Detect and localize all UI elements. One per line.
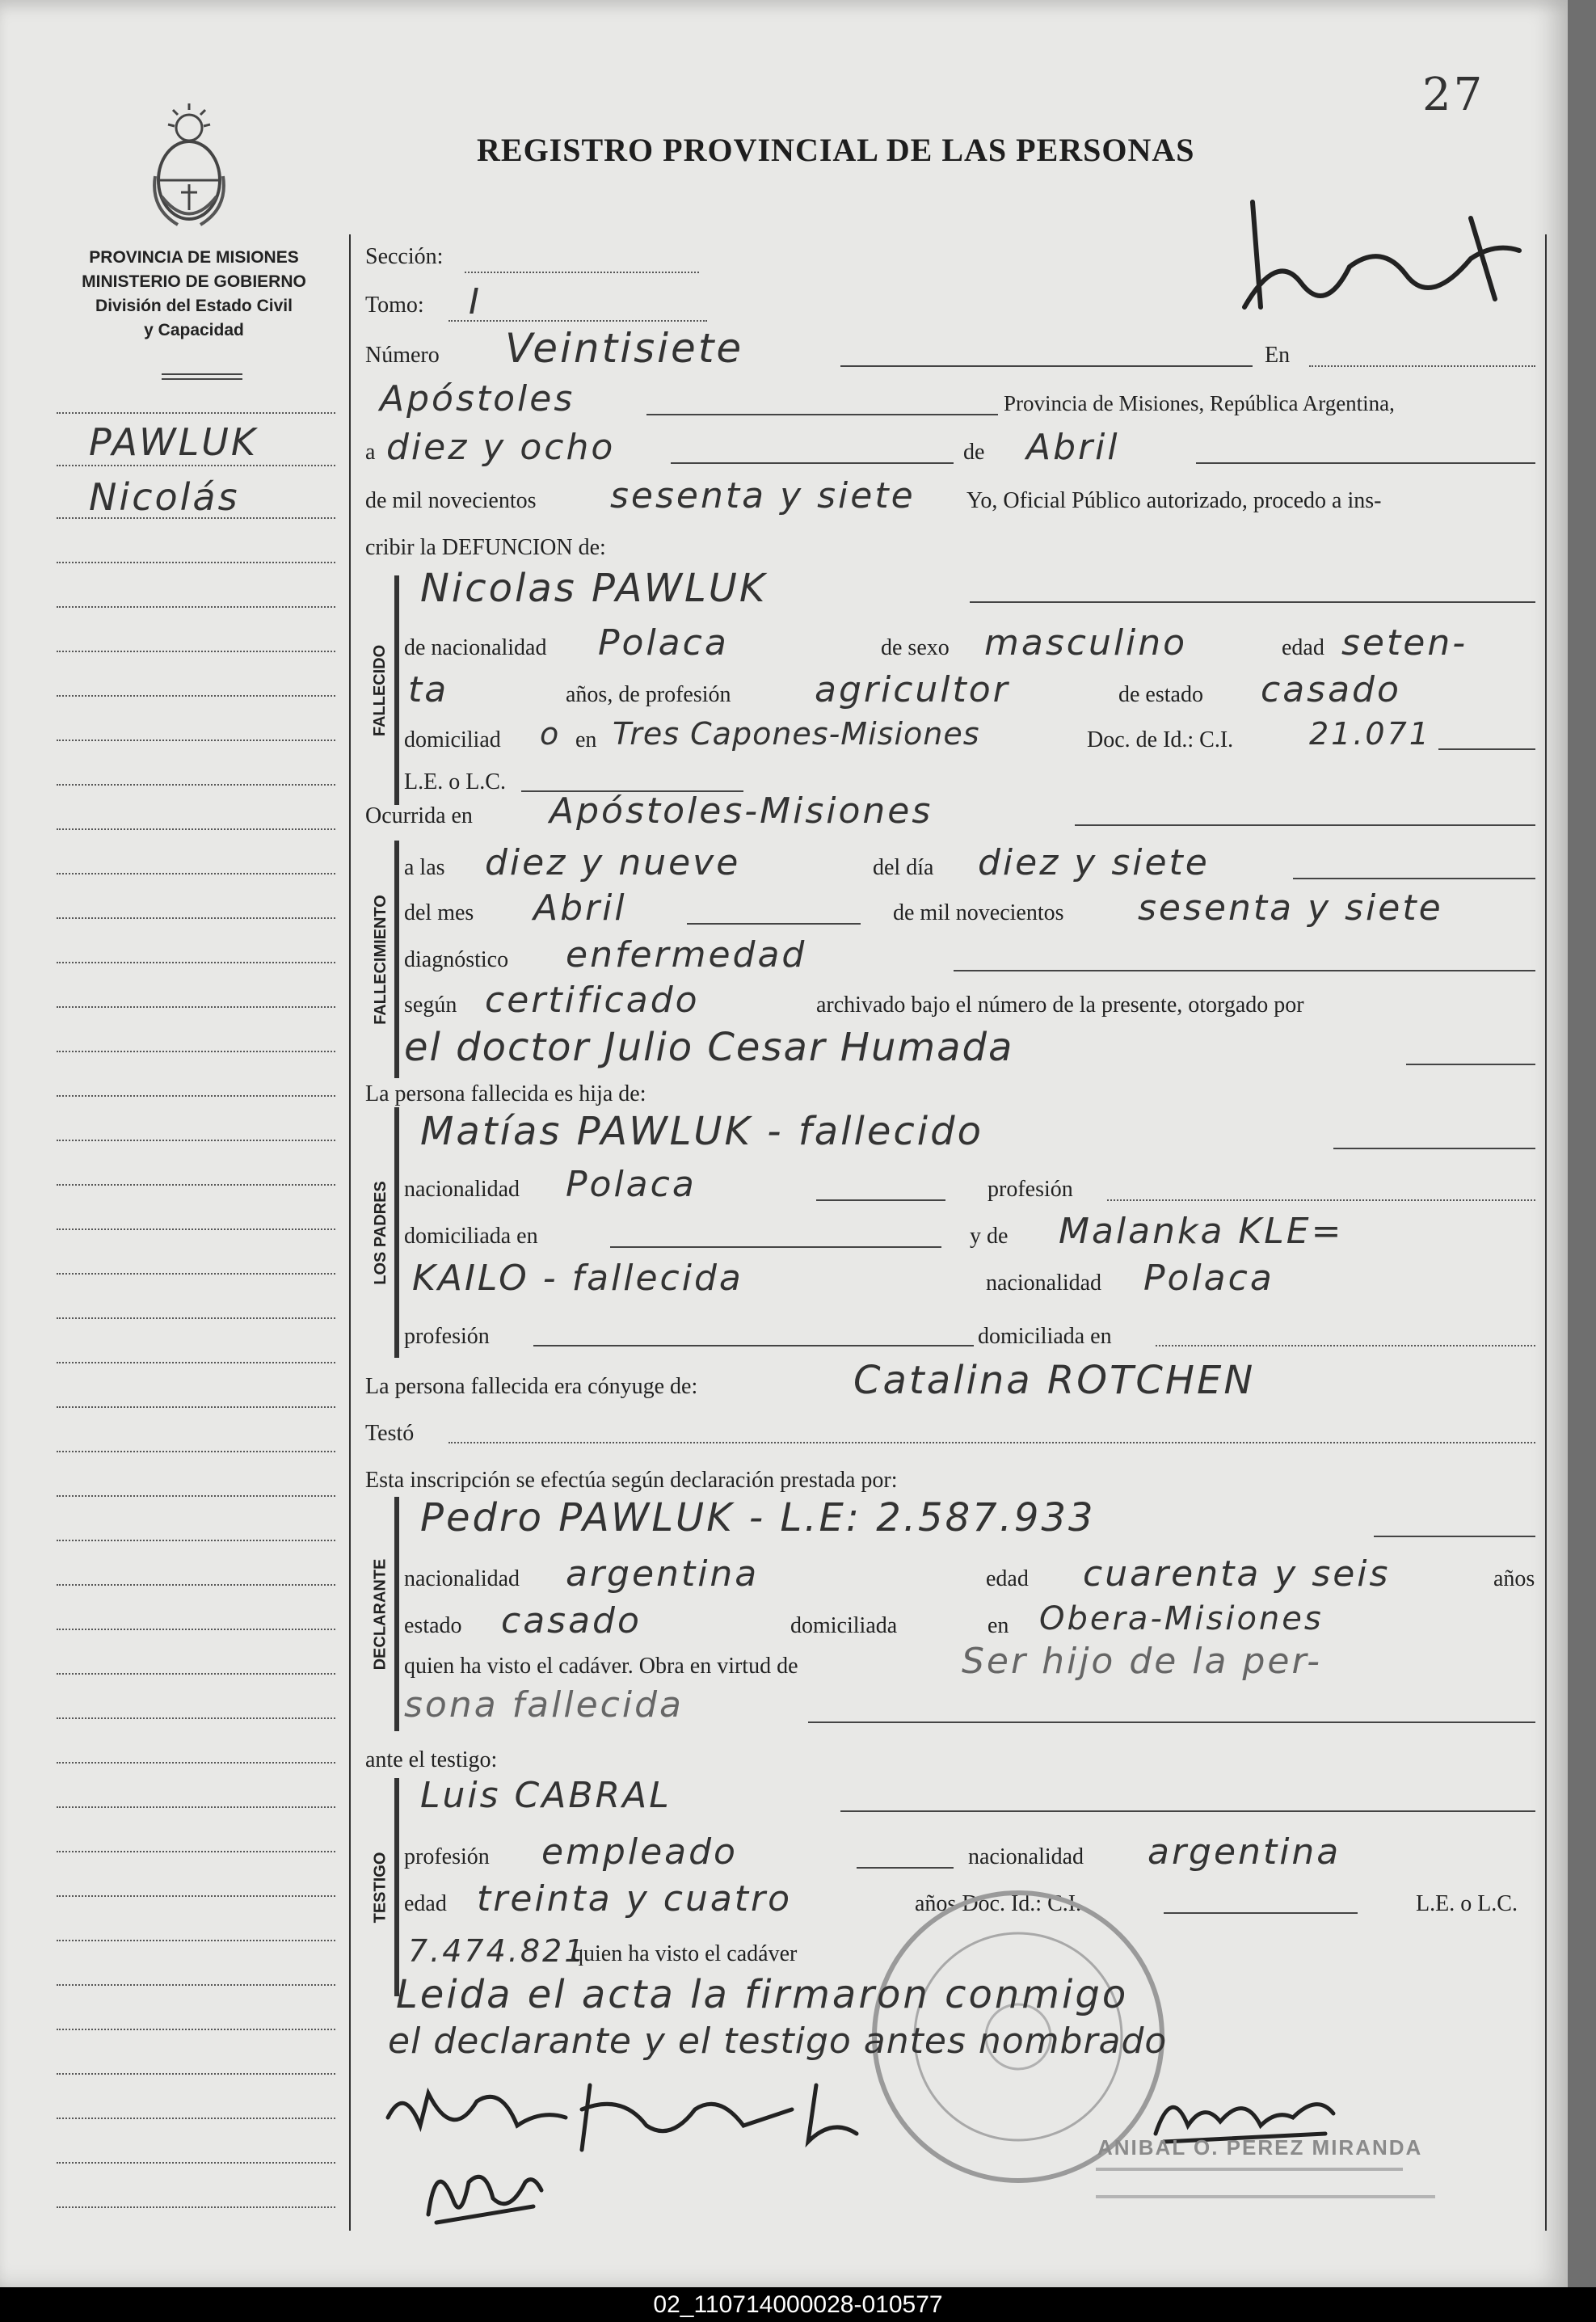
line-dia bbox=[671, 462, 954, 464]
ledger-line bbox=[57, 1984, 335, 1986]
ledger-line bbox=[57, 1673, 335, 1675]
image-code-footer: 02_110714000028-010577 bbox=[0, 2287, 1596, 2322]
ledger-line bbox=[57, 695, 335, 697]
label-edad: edad bbox=[1282, 635, 1324, 660]
ledger-line bbox=[57, 1051, 335, 1052]
label-nacionalidad-padre: nacionalidad bbox=[404, 1177, 520, 1202]
ledger-line bbox=[57, 1273, 335, 1275]
ledger-line bbox=[57, 1140, 335, 1141]
witness-signature bbox=[420, 2150, 550, 2231]
line-tomo bbox=[448, 320, 707, 322]
ledger-surname: PAWLUK bbox=[89, 420, 259, 464]
value-diagnostico: enfermedad bbox=[566, 934, 807, 976]
value-test-nac: argentina bbox=[1148, 1831, 1341, 1873]
label-ante: ante el testigo: bbox=[365, 1747, 498, 1772]
label-deldia: del día bbox=[873, 855, 934, 880]
ledger-line bbox=[57, 651, 335, 652]
ledger-line bbox=[57, 1895, 335, 1897]
line-test-ci bbox=[1164, 1912, 1358, 1914]
label-archivado: archivado bajo el número de la presente, otorgado por bbox=[816, 992, 1304, 1018]
ledger-line bbox=[57, 1717, 335, 1719]
line-padre-nac bbox=[816, 1199, 945, 1201]
ledger-line bbox=[57, 917, 335, 919]
page-number: 27 bbox=[1422, 69, 1485, 121]
value-segun: certificado bbox=[485, 980, 700, 1021]
label-cribir: cribir la DEFUNCION de: bbox=[365, 535, 606, 560]
line-en bbox=[1309, 365, 1535, 367]
value-numero: Veintisiete bbox=[505, 325, 744, 372]
ledger-line bbox=[57, 1762, 335, 1764]
value-padre-nac: Polaca bbox=[566, 1164, 697, 1205]
value-declarante: Pedro PAWLUK - L.E: 2.587.933 bbox=[420, 1495, 1096, 1540]
ledger-line bbox=[57, 2162, 335, 2164]
section-fallecido: FALLECIDO bbox=[371, 644, 390, 736]
value-domicilio: Tres Capones-Misiones bbox=[613, 716, 980, 752]
value-madre-b: KAILO - fallecida bbox=[412, 1258, 743, 1299]
line-mes-fallec bbox=[687, 923, 861, 925]
margin-rule bbox=[349, 234, 351, 2231]
value-conyuge: Catalina ROTCHEN bbox=[853, 1358, 1256, 1403]
label-edad-decl: edad bbox=[986, 1566, 1029, 1591]
ledger-line-capacity: y Capacidad bbox=[144, 321, 244, 339]
label-mil: de mil novecientos bbox=[365, 488, 537, 513]
ledger-line bbox=[57, 962, 335, 963]
line-ocurrida bbox=[1075, 824, 1535, 826]
line-padre bbox=[1333, 1148, 1535, 1149]
ledger-line bbox=[57, 2206, 335, 2208]
label-hija: La persona fallecida es hija de: bbox=[365, 1081, 646, 1106]
label-conyuge: La persona fallecida era cónyuge de: bbox=[365, 1374, 698, 1399]
label-a: a bbox=[365, 440, 376, 465]
ledger-line-division: División del Estado Civil bbox=[95, 297, 293, 315]
line-lugar bbox=[646, 414, 998, 415]
page-title: REGISTRO PROVINCIAL DE LAS PERSONAS bbox=[477, 132, 1195, 168]
value-lugar: Apóstoles bbox=[380, 378, 575, 419]
value-madre-a: Malanka KLE= bbox=[1059, 1211, 1344, 1252]
declarant-signature bbox=[380, 2069, 881, 2158]
section-bar bbox=[394, 841, 399, 1078]
ledger-line-ministry: MINISTERIO DE GOBIERNO bbox=[82, 272, 306, 291]
label-visto2: quien ha visto el cadáver bbox=[572, 1941, 798, 1966]
label-profesion-test: profesión bbox=[404, 1844, 490, 1869]
label-doc: Doc. de Id.: C.I. bbox=[1087, 727, 1234, 752]
ledger-line bbox=[57, 2029, 335, 2030]
value-anio: sesenta y siete bbox=[610, 475, 916, 516]
section-padres: LOS PADRES bbox=[371, 1180, 390, 1285]
value-decl-virtud-b: sona fallecida bbox=[404, 1684, 684, 1726]
value-mes: Abril bbox=[1026, 427, 1120, 468]
ledger-line bbox=[57, 1184, 335, 1186]
officer-stamp-line bbox=[1096, 2195, 1435, 2198]
section-bar bbox=[394, 1497, 399, 1731]
ledger-line bbox=[57, 2118, 335, 2119]
line-dia-fallec bbox=[1293, 878, 1535, 879]
ledger-line bbox=[57, 2073, 335, 2075]
value-ci: 21.071 bbox=[1309, 716, 1431, 752]
label-anos: años bbox=[1493, 1566, 1535, 1591]
value-dia: diez y ocho bbox=[386, 427, 616, 468]
label-nacionalidad-decl: nacionalidad bbox=[404, 1566, 520, 1591]
line-testigo bbox=[840, 1810, 1535, 1812]
value-hora: diez y nueve bbox=[485, 842, 741, 883]
right-rule bbox=[1545, 234, 1547, 2231]
value-domicilio-o: o bbox=[540, 716, 562, 752]
officer-stamp-name: ANIBAL O. PEREZ MIRANDA bbox=[1097, 2135, 1423, 2160]
value-test-prof: empleado bbox=[541, 1831, 738, 1873]
label-lelc-test: L.E. o L.C. bbox=[1416, 1891, 1518, 1916]
label-yde: y de bbox=[970, 1224, 1009, 1249]
coat-of-arms-icon bbox=[145, 103, 233, 233]
label-diagnostico: diagnóstico bbox=[404, 947, 509, 972]
label-tomo: Tomo: bbox=[365, 293, 424, 318]
ledger-line bbox=[57, 828, 335, 830]
value-ocurrida: Apóstoles-Misiones bbox=[550, 790, 933, 832]
value-madre-nac: Polaca bbox=[1143, 1258, 1274, 1299]
ledger-line bbox=[57, 465, 335, 466]
value-medico: el doctor Julio Cesar Humada bbox=[404, 1025, 1014, 1070]
label-anos-prof: años, de profesión bbox=[566, 682, 731, 707]
line-medico bbox=[1406, 1064, 1535, 1065]
value-edad-a: seten- bbox=[1341, 622, 1468, 664]
label-estado: de estado bbox=[1118, 682, 1203, 707]
label-visto: quien ha visto el cadáver. Obra en virtud de bbox=[404, 1654, 798, 1679]
value-decl-virtud-a: Ser hijo de la per- bbox=[962, 1641, 1323, 1682]
ledger-line bbox=[57, 1495, 335, 1497]
value-dia-fallec: diez y siete bbox=[978, 842, 1210, 883]
label-testo: Testó bbox=[365, 1421, 415, 1446]
value-edad-b: ta bbox=[408, 669, 449, 710]
label-edad-test: edad bbox=[404, 1891, 447, 1916]
value-padre: Matías PAWLUK - fallecido bbox=[420, 1109, 983, 1154]
ledger-line bbox=[57, 784, 335, 786]
line-numero bbox=[840, 365, 1253, 367]
line-nombre bbox=[970, 601, 1535, 603]
value-decl-edad: cuarenta y seis bbox=[1083, 1553, 1391, 1595]
value-decl-nac: argentina bbox=[566, 1553, 760, 1595]
label-lelc: L.E. o L.C. bbox=[404, 769, 506, 794]
label-alas: a las bbox=[404, 855, 445, 880]
label-en2: en bbox=[575, 727, 597, 752]
officer-stamp-line bbox=[1096, 2168, 1403, 2171]
ledger-line bbox=[57, 517, 335, 519]
line-mes bbox=[1196, 462, 1535, 464]
ledger-line bbox=[57, 1095, 335, 1097]
value-test-edad: treinta y cuatro bbox=[477, 1878, 793, 1920]
signature-mark bbox=[1228, 186, 1535, 315]
label-domiciliada-en2: domiciliada en bbox=[978, 1324, 1112, 1349]
line-virtud bbox=[808, 1721, 1535, 1723]
label-domiciliada: domiciliada bbox=[790, 1613, 898, 1638]
value-decl-estado: casado bbox=[501, 1600, 642, 1641]
line-declarante bbox=[1374, 1536, 1535, 1537]
ledger-given-name: Nicolás bbox=[89, 475, 240, 519]
line-diagnostico bbox=[954, 970, 1535, 971]
label-domiciliado: domiciliad bbox=[404, 727, 501, 752]
ledger-line bbox=[57, 740, 335, 741]
ledger-line bbox=[57, 1362, 335, 1363]
line-testo bbox=[448, 1442, 1535, 1443]
section-bar bbox=[394, 1107, 399, 1358]
label-domiciliada-en: domiciliada en bbox=[404, 1224, 538, 1249]
label-provincia: Provincia de Misiones, República Argentina, bbox=[1004, 391, 1395, 415]
label-nacionalidad-test: nacionalidad bbox=[968, 1844, 1084, 1869]
line-seccion bbox=[465, 272, 699, 273]
ledger-line bbox=[57, 562, 335, 563]
section-declarante: DECLARANTE bbox=[371, 1558, 390, 1670]
ledger-divider bbox=[162, 373, 242, 375]
value-mes-fallec: Abril bbox=[533, 887, 627, 929]
label-delmes: del mes bbox=[404, 900, 474, 925]
ledger-line bbox=[57, 606, 335, 608]
section-fallecimiento: FALLECIMIENTO bbox=[371, 894, 390, 1025]
label-sexo: de sexo bbox=[881, 635, 950, 660]
label-ocurrida: Ocurrida en bbox=[365, 803, 473, 828]
ledger-line bbox=[57, 1540, 335, 1541]
ledger-line bbox=[57, 1851, 335, 1852]
label-yo: Yo, Oficial Público autorizado, procedo a ins- bbox=[966, 488, 1382, 513]
line-domicilio-madre bbox=[1156, 1345, 1535, 1346]
line-profesion-madre bbox=[533, 1345, 974, 1346]
label-estado-decl: estado bbox=[404, 1613, 462, 1638]
value-sexo: masculino bbox=[984, 622, 1188, 664]
ledger-divider bbox=[162, 378, 242, 380]
ledger-header bbox=[48, 246, 339, 343]
value-anio-fallec: sesenta y siete bbox=[1138, 887, 1443, 929]
ledger-line bbox=[57, 1451, 335, 1452]
value-tomo: I bbox=[469, 281, 482, 322]
label-segun: según bbox=[404, 992, 457, 1018]
ledger-line bbox=[57, 873, 335, 874]
section-bar bbox=[394, 575, 399, 805]
value-cierre-a: Leida el acta la firmaron conmigo bbox=[396, 1972, 1129, 2017]
line-domiciliada bbox=[610, 1246, 941, 1248]
line-profesion-padre bbox=[1107, 1199, 1535, 1201]
section-testigo: TESTIGO bbox=[371, 1852, 390, 1923]
value-decl-dom: Obera-Misiones bbox=[1039, 1600, 1324, 1637]
ledger-line bbox=[57, 1228, 335, 1230]
ledger-line bbox=[57, 1317, 335, 1319]
value-cierre-b: el declarante y el testigo antes nombrado bbox=[388, 2021, 1168, 2062]
label-demil: de mil novecientos bbox=[893, 900, 1064, 925]
section-bar bbox=[394, 1778, 399, 1996]
ledger-line bbox=[57, 1584, 335, 1586]
label-numero: Número bbox=[365, 343, 440, 368]
label-seccion: Sección: bbox=[365, 244, 444, 269]
value-fallecido-nombre: Nicolas PAWLUK bbox=[420, 566, 768, 611]
ledger-line bbox=[57, 1629, 335, 1630]
label-profesion-padre: profesión bbox=[987, 1177, 1073, 1202]
ledger-line bbox=[57, 1006, 335, 1008]
ledger-line bbox=[57, 1940, 335, 1941]
ledger-line-province: PROVINCIA DE MISIONES bbox=[89, 248, 299, 267]
value-testigo: Luis CABRAL bbox=[420, 1775, 672, 1816]
label-profesion-madre: profesión bbox=[404, 1324, 490, 1349]
line-ci bbox=[1438, 748, 1535, 750]
label-nacionalidad1: de nacionalidad bbox=[404, 635, 547, 660]
value-estado: casado bbox=[1261, 669, 1401, 710]
label-anosdoc: años Doc. Id.: C.I. bbox=[915, 1891, 1082, 1916]
ledger-line bbox=[57, 1406, 335, 1408]
label-de: de bbox=[963, 440, 985, 465]
label-en-decl: en bbox=[987, 1613, 1009, 1638]
label-inscripcion: Esta inscripción se efectúa según declaración prestada por: bbox=[365, 1468, 898, 1493]
label-en: En bbox=[1265, 343, 1291, 368]
value-test-doc: 7.474.821 bbox=[408, 1933, 587, 1969]
label-nacionalidad-madre: nacionalidad bbox=[986, 1271, 1102, 1296]
ledger-line bbox=[57, 1806, 335, 1808]
line-test-prof bbox=[857, 1867, 954, 1869]
value-profesion: agricultor bbox=[815, 669, 1010, 710]
value-nacionalidad: Polaca bbox=[598, 622, 729, 664]
ledger-line bbox=[57, 412, 335, 414]
